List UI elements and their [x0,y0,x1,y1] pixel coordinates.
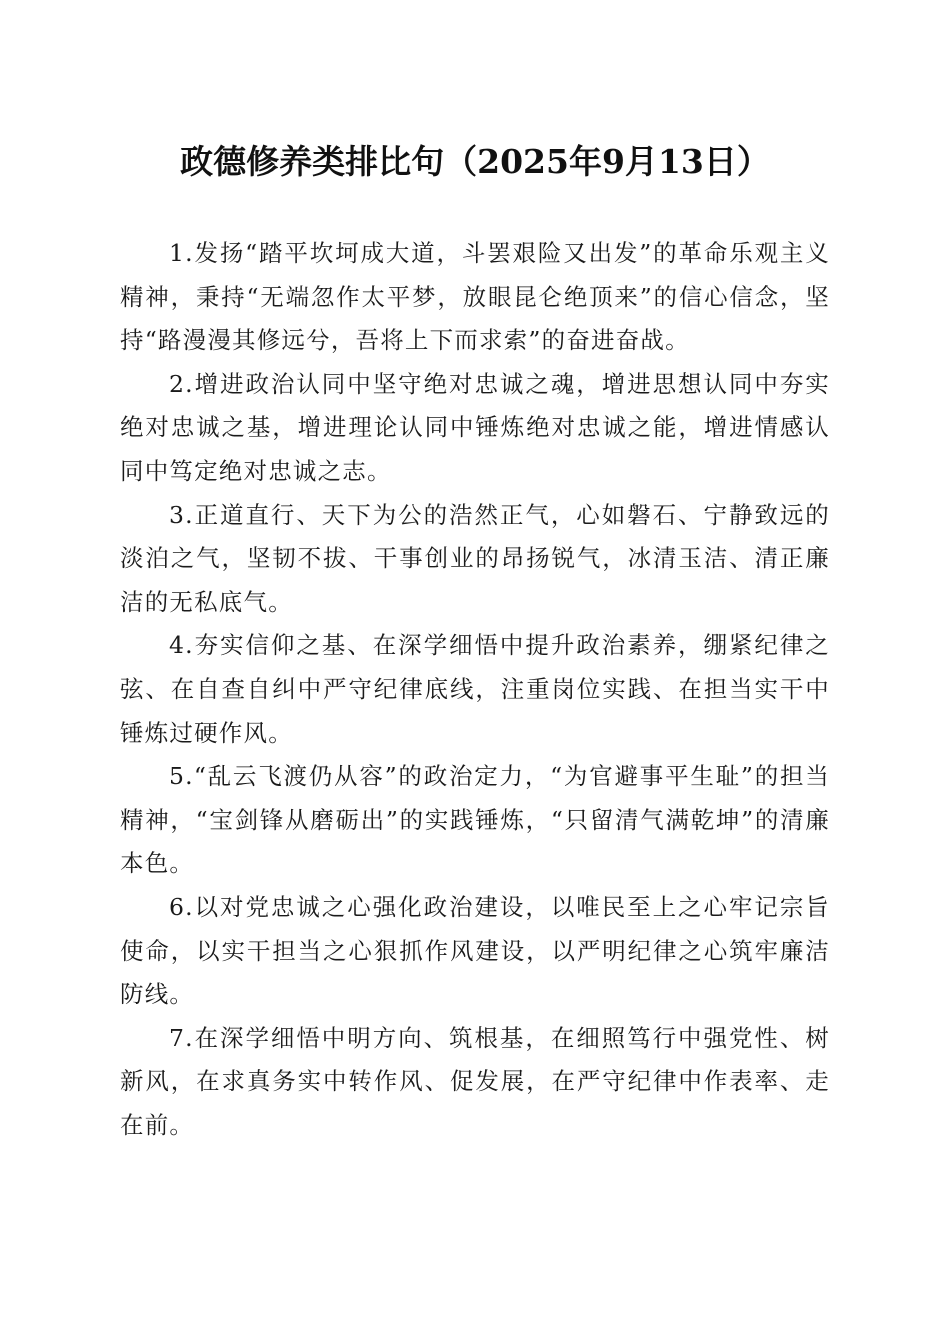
document-body [120,232,830,1147]
paragraph-6: 6.以对党忠诚之心强化政治建设，以唯民至上之心牢记宗旨使命，以实干担当之心狠抓作风建设，以严明纪律之心筑牢廉洁防线。 [120,892,830,1009]
paragraph-7: 7.在深学细悟中明方向、筑根基，在细照笃行中强党性、树新风，在求真务实中转作风、促发展，在严守纪律中作表率、走在前。 [120,1023,830,1139]
paragraph-1: 1.发扬“踏平坎坷成大道，斗罢艰险又出发”的革命乐观主义精神，秉持“无端忽作太平梦，放眼昆仑绝顶来”的信心信念，坚持“路漫漫其修远兮，吾将上下而求索”的奋进奋战。 [120,239,830,355]
document-title: 政德修养类排比句（2025年9月13日） [180,142,770,181]
paragraph-2: 2.增进政治认同中坚守绝对忠诚之魂，增进思想认同中夯实绝对忠诚之基，增进理论认同中锤炼绝对忠诚之能，增进情感认同中笃定绝对忠诚之志。 [120,369,830,485]
paragraph-4: 4.夯实信仰之基、在深学细悟中提升政治素养，绷紧纪律之弦、在自查自纠中严守纪律底线，注重岗位实践、在担当实干中锤炼过硬作风。 [120,631,830,747]
paragraph-3: 3.正道直行、天下为公的浩然正气，心如磐石、宁静致远的淡泊之气，坚韧不拔、干事创业的昂扬锐气，冰清玉洁、清正廉洁的无私底气。 [120,500,830,616]
paragraph-5: 5.“乱云飞渡仍从容”的政治定力，“为官避事平生耻”的担当精神，“宝剑锋从磨砺出”的实践锤炼，“只留清气满乾坤”的清廉本色。 [120,762,830,878]
